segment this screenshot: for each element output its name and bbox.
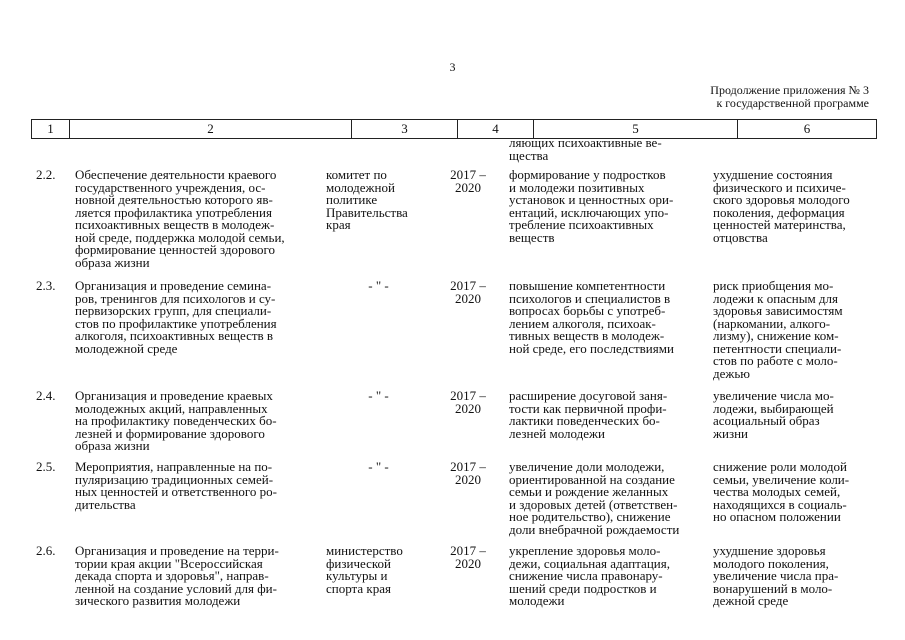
row-result: расширение досуговой заня- тости как первичной профи- лактики поведенческих бо- лезней молодежи [509,388,668,441]
header-col-5: 5 [534,120,738,138]
row-risk: увеличение числа мо- лодежи, выбирающей асоциальный образ жизни [713,388,834,441]
continuation-line-1: Продолжение приложения № 3 [710,83,869,97]
row-action: Организация и проведение на терри- тории края акции "Всероссийская декада спорта и здоровья", направ- ленной на создание условий для фи- зического развития молодежи [75,543,279,608]
row-result: повышение компетентности психологов и специалистов в вопросах борьбы с употреб- лением алкоголя, психоак- тивных веществ в молодеж- ной среде, его последствиями [509,278,674,356]
continuation-note [710,84,869,110]
table-header [31,119,877,139]
row-risk: риск приобщения мо- лодежи к опасным для здоровья зависимостям (наркомании, алкого- лизму), снижение ком- петентности специали- стов по работе с моло- дежью [713,278,843,381]
row-number: 2.2. [36,167,56,182]
row-number: 2.3. [36,278,56,293]
row-action: Обеспечение деятельности краевого государственного учреждения, ос- новной деятельностью которого яв- ляется профилактика употребления психоактивных веществ в молодеж- ной среде, поддержка молодой семьи, формирование ценностей здорового образа жизни [75,167,285,270]
row-executor: - " - [368,388,389,403]
row-period: 2017 – 2020 [450,388,486,416]
row-period: 2017 – 2020 [450,459,486,487]
row-period: 2017 – 2020 [450,278,486,306]
header-col-6: 6 [738,120,877,138]
header-col-1: 1 [32,120,70,138]
row-result: увеличение доли молодежи, ориентированной на создание семьи и рождение желанных и здоровых детей (ответствен- ное родительство), снижение доли внебрачной рождаемости [509,459,680,537]
row-action: Мероприятия, направленные на по- пуляризацию традиционных семей- ных ценностей и ответственного ро- дительства [75,459,278,512]
row-risk: ухудшение состояния физического и психиче- ского здоровья молодого поколения, деформация ценностей материнства, отцовства [713,167,850,245]
row-period: 2017 – 2020 [450,167,486,195]
carry-over-lines: ляющих психоактивные ве- щества [509,135,662,163]
header-col-4: 4 [458,120,534,138]
row-number: 2.5. [36,459,56,474]
row-executor: министерство физической культуры и спорта края [326,543,403,596]
row-number: 2.6. [36,543,56,558]
row-risk: снижение роли молодой семьи, увеличение коли- чества молодых семей, находящихся в социаль- но опасном положении [713,459,850,524]
row-result: укрепление здоровья моло- дежи, социальная адаптация, снижение числа правонару- шений среди подростков и молодежи [509,543,670,608]
row-action: Организация и проведение семина- ров, тренингов для психологов и су- первизорских групп, для специали- стов по профилактике употребления алкоголя, психоактивных веществ в молодежной среде [75,278,277,356]
page-number: 3 [449,60,456,74]
row-risk: ухудшение здоровья молодого поколения, увеличение числа пра- вонарушений в моло- дежной среде [713,543,839,608]
row-period: 2017 – 2020 [450,543,486,571]
carry-over-text [509,137,709,162]
row-executor: - " - [368,459,389,474]
row-number: 2.4. [36,388,56,403]
header-col-2: 2 [70,120,352,138]
header-col-3: 3 [352,120,458,138]
row-result: формирование у подростков и молодежи позитивных установок и ценностных ори- ентаций, исключающих упо- требление психоактивных веществ [509,167,674,245]
continuation-line-2: к государственной программе [716,96,869,110]
row-action: Организация и проведение краевых молодежных акций, направленных на профилактику поведенческих бо- лезней и формирование здорового образа жизни [75,388,277,453]
row-executor: - " - [368,278,389,293]
row-executor: комитет по молодежной политике Правительства края [326,167,408,232]
